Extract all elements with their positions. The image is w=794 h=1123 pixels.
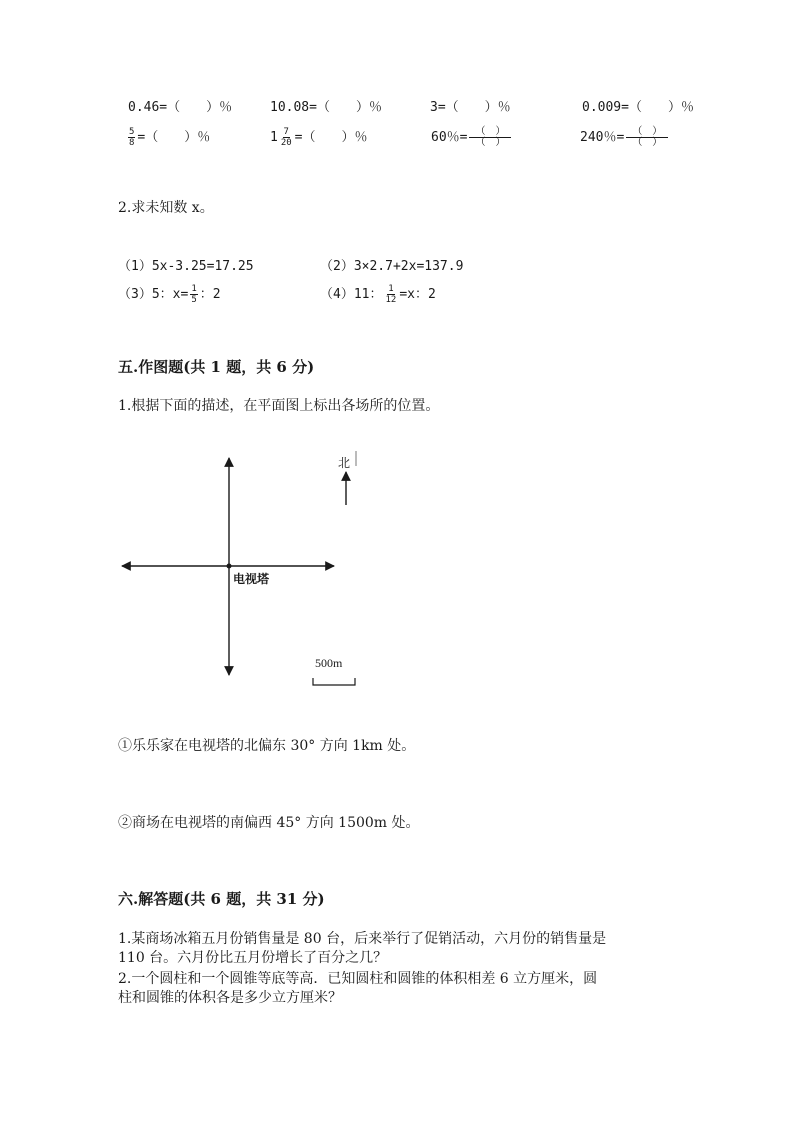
section-5-heading: 五.作图题(共 1 题，共 6 分): [118, 358, 315, 376]
fraction: $\frac{1}{12}$: [385, 284, 397, 305]
conversion-item-7: 60％= $\frac{( )}{( )}$: [431, 126, 513, 148]
blank-fraction: $\frac{( )}{( )}$: [626, 127, 668, 148]
section-6-question-2-line-2: 柱和圆锥的体积各是多少立方厘米？: [118, 990, 342, 1006]
tv-tower-label: 电视塔: [233, 572, 270, 586]
conversion-item-6: 1 $\frac{7}{20}$ =（ ）％: [270, 127, 368, 148]
conversion-item-3: 3=（ ）％: [430, 100, 511, 115]
blank-fraction: $\frac{( )}{( )}$: [469, 127, 511, 148]
conversion-item-1: 0.46=（ ）％: [128, 100, 233, 115]
fraction: $\frac{5}{8}$: [129, 127, 135, 148]
fraction: $\frac{7}{20}$: [280, 127, 292, 148]
equation-1: （1）5x-3.25=17.25: [118, 259, 254, 274]
conversion-item-5: $\frac{5}{8}$ =（ ）％: [129, 127, 211, 148]
question-2-title: 2.求未知数 x。: [118, 200, 214, 216]
equation-3: （3）5：x= $\frac{1}{5}$ ：2: [118, 284, 221, 305]
tv-tower-point: [227, 564, 232, 569]
description-1: ①乐乐家在电视塔的北偏东 30° 方向 1km 处。: [118, 738, 416, 754]
description-2: ②商场在电视塔的南偏西 45° 方向 1500m 处。: [118, 815, 420, 831]
conversion-item-4: 0.009=（ ）％: [582, 100, 694, 115]
section-5-question-1: 1.根据下面的描述，在平面图上标出各场所的位置。: [118, 398, 440, 414]
section-6-heading: 六.解答题(共 6 题，共 31 分): [118, 890, 325, 908]
section-6-question-1-line-1: 1.某商场冰箱五月份销售量是 80 台，后来举行了促销活动，六月份的销售量是: [118, 931, 607, 947]
fraction: $\frac{1}{5}$: [191, 284, 197, 305]
section-6-question-1-line-2: 110 台。六月份比五月份增长了百分之几？: [118, 950, 388, 966]
conversion-item-8: 240％= $\frac{( )}{( )}$: [580, 126, 670, 148]
equation-2: （2）3×2.7+2x=137.9: [320, 259, 464, 274]
scale-bar: [313, 678, 355, 685]
equation-4: （4）11： $\frac{1}{12}$ =x：2: [320, 284, 436, 305]
scale-label: 500m: [315, 656, 343, 670]
conversion-item-2: 10.08=（ ）％: [270, 100, 382, 115]
section-6-question-2-line-1: 2.一个圆柱和一个圆锥等底等高．已知圆柱和圆锥的体积相差 6 立方厘米，圆: [118, 971, 598, 987]
north-label: 北: [338, 456, 351, 470]
